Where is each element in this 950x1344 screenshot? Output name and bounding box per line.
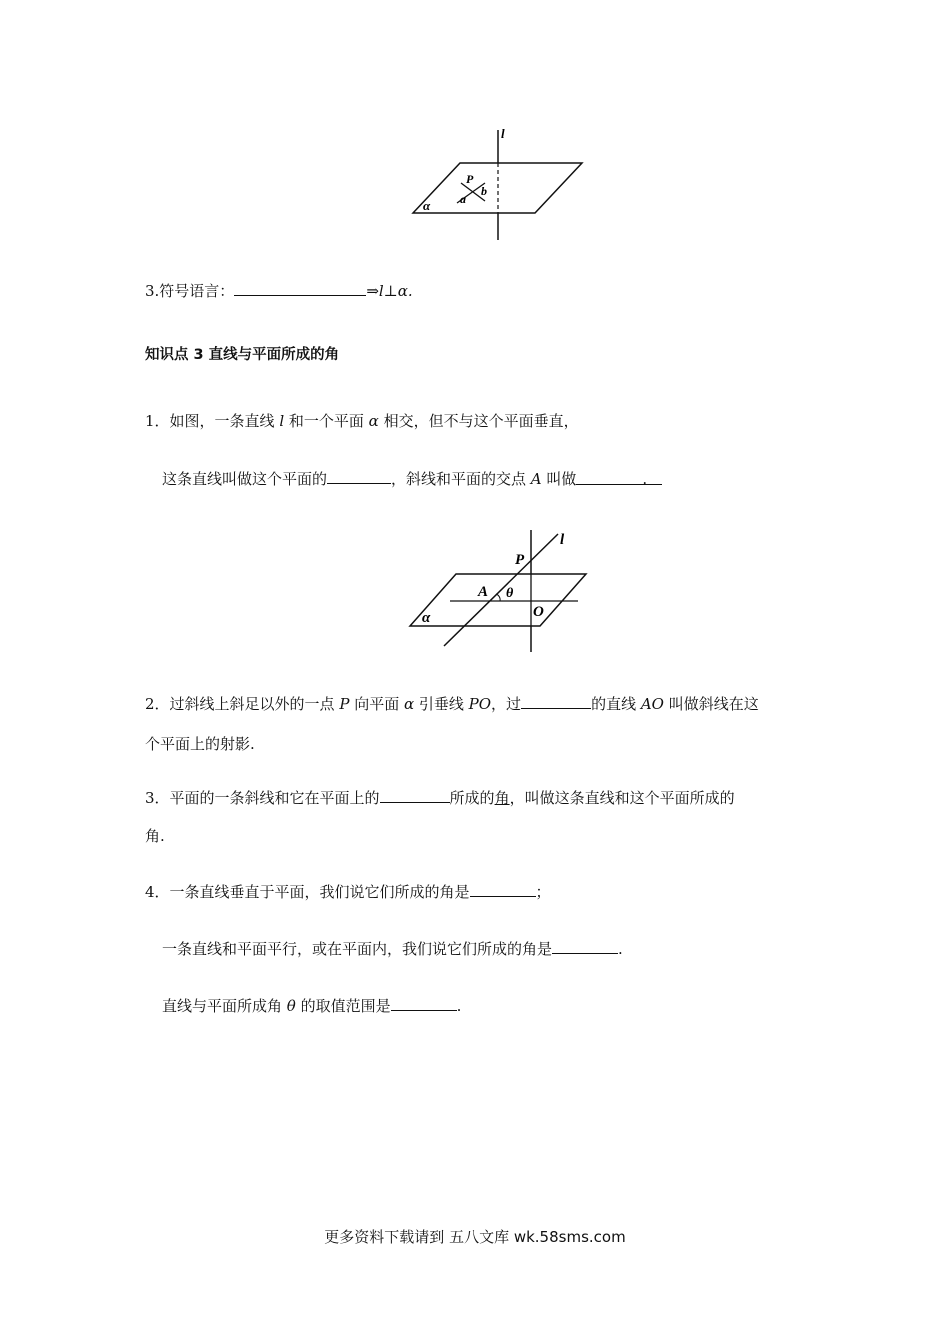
var-P: P: [339, 695, 350, 713]
p4-text: 的取值范围是: [295, 997, 391, 1015]
symbol-language-suffix: ⇒l⊥α.: [366, 282, 413, 300]
p4-line3: [162, 994, 461, 1017]
answer-blank-perpendicular-angle[interactable]: [470, 880, 536, 897]
fig2-label-A: A: [478, 584, 489, 600]
p1-text: 叫做: [541, 470, 577, 488]
answer-blank-symbol[interactable]: [234, 279, 366, 296]
p1-text: 1．如图，一条直线: [145, 412, 280, 430]
p2-text: 引垂线: [414, 695, 469, 713]
p3-underlined-angle: 角: [494, 789, 510, 807]
p4-text: 4．一条直线垂直于平面，我们说它们所成的角是: [145, 883, 470, 901]
answer-blank-projection-angle[interactable]: [380, 786, 450, 803]
answer-blank-parallel-angle[interactable]: [552, 937, 618, 954]
var-A: A: [530, 470, 542, 488]
p3-line1: [145, 786, 735, 809]
fig1-label-a: a: [460, 192, 466, 206]
fig2-label-l: l: [560, 532, 565, 548]
p3-text: 所成的: [449, 789, 495, 807]
p4-line2: [162, 937, 623, 960]
var-alpha: α: [403, 695, 415, 713]
p3-text: ，叫做这条直线和这个平面所成的: [509, 789, 735, 807]
var-AO: AO: [640, 695, 664, 713]
p2-line2: 个平面上的射影.: [145, 735, 255, 753]
p1-period: .: [642, 470, 648, 488]
section-title: 知识点 3 直线与平面所成的角: [145, 347, 340, 363]
p2-text: 2．过斜线上斜足以外的一点: [145, 695, 340, 713]
fig1-label-b: b: [481, 184, 487, 198]
fig1-label-l: l: [501, 126, 505, 141]
p4-text: .: [618, 940, 623, 958]
p4-line1: [145, 880, 551, 903]
p4-text: .: [456, 997, 462, 1015]
fig2-label-P: P: [515, 552, 525, 568]
p2-line1: [145, 692, 759, 715]
fig2-label-O: O: [533, 604, 544, 620]
p1-line1: [145, 410, 579, 432]
answer-blank-foot[interactable]: [576, 468, 662, 488]
p3-text: 3．平面的一条斜线和它在平面上的: [145, 789, 380, 807]
answer-blank-oblique-line[interactable]: [327, 467, 391, 484]
p1-line2: [162, 467, 662, 490]
figure-oblique-line-angle: [400, 522, 600, 657]
p2-text: 的直线: [591, 695, 641, 713]
answer-blank-angle-range[interactable]: [391, 994, 457, 1011]
answer-blank-projection[interactable]: [521, 692, 591, 709]
footer-source-link[interactable]: 更多资料下载请到 五八文库 wk.58sms.com: [324, 1228, 626, 1246]
p3-line2: 角.: [145, 827, 165, 845]
p2-text: 叫做斜线在这: [663, 695, 759, 713]
fig1-label-alpha: α: [423, 198, 431, 213]
p4-text: 一条直线和平面平行，或在平面内，我们说它们所成的角是: [162, 940, 553, 958]
p1-text: ，斜线和平面的交点: [391, 470, 531, 488]
p2-text: 向平面: [349, 695, 404, 713]
var-alpha: α: [368, 412, 379, 430]
p4-text: ；: [535, 883, 551, 901]
p1-text: 和一个平面: [284, 412, 369, 430]
fig2-label-theta: θ: [506, 586, 514, 601]
p2-text: ，过: [491, 695, 522, 713]
p1-text: 相交，但不与这个平面垂直，: [378, 412, 579, 430]
var-theta: θ: [286, 997, 296, 1015]
fig1-label-P: P: [466, 172, 474, 186]
symbol-language-line: [145, 279, 413, 302]
fig2-label-alpha: α: [422, 610, 431, 626]
p1-text: 这条直线叫做这个平面的: [162, 470, 328, 488]
symbol-language-prefix: 3.符号语言：: [145, 282, 235, 300]
var-l: l: [279, 412, 285, 430]
p4-text: 直线与平面所成角: [162, 997, 287, 1015]
figure-line-perpendicular-plane: [405, 125, 590, 245]
var-PO: PO: [468, 695, 492, 713]
